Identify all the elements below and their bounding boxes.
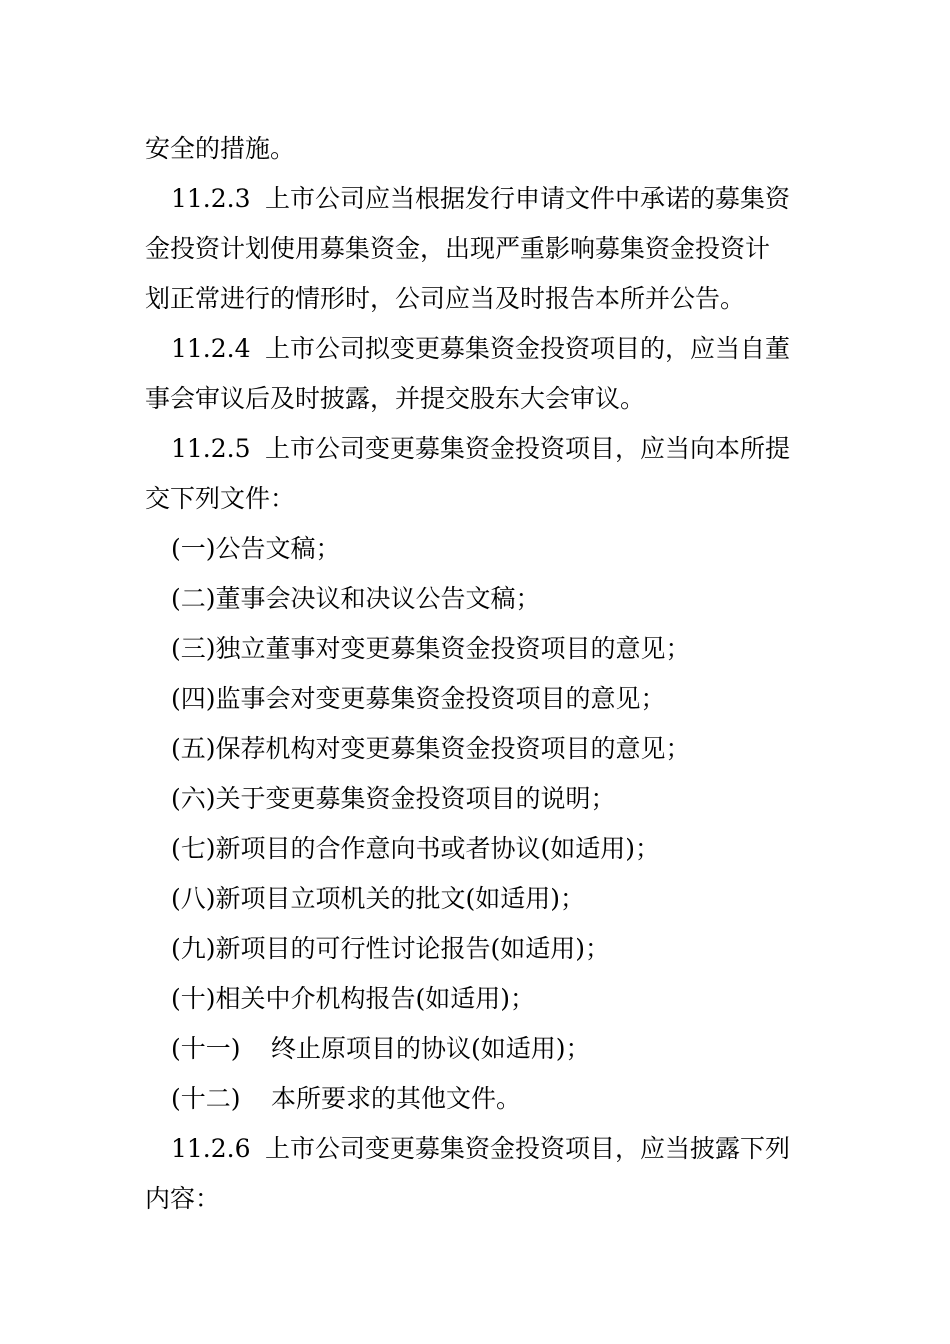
clause-number: 11.2.5 bbox=[171, 434, 251, 463]
line-text: 终止原项目的协议(如适用)； bbox=[271, 1034, 591, 1063]
clause-number: 11.2.3 bbox=[171, 184, 251, 213]
text-line bbox=[145, 474, 810, 524]
line-text: 本所要求的其他文件。 bbox=[271, 1084, 522, 1113]
line-text: 上市公司变更募集资金投资项目，应当向本所提 bbox=[265, 434, 791, 463]
text-line bbox=[145, 274, 810, 324]
list-item bbox=[145, 674, 810, 724]
line-text: 划正常进行的情形时，公司应当及时报告本所并公告。 bbox=[145, 284, 746, 313]
list-item bbox=[145, 924, 810, 974]
line-text: (八)新项目立项机关的批文(如适用)； bbox=[171, 884, 586, 913]
list-item bbox=[145, 574, 810, 624]
line-text: 上市公司变更募集资金投资项目，应当披露下列 bbox=[265, 1134, 791, 1163]
clause-line bbox=[145, 324, 810, 374]
text-line bbox=[145, 1174, 810, 1224]
clause-line bbox=[145, 1124, 810, 1174]
clause-number: 11.2.6 bbox=[171, 1134, 251, 1163]
text-line bbox=[145, 374, 810, 424]
list-item bbox=[145, 1024, 810, 1074]
list-item bbox=[145, 1074, 810, 1124]
line-text: 交下列文件： bbox=[145, 484, 296, 513]
clause-line bbox=[145, 174, 810, 224]
text-line bbox=[145, 124, 810, 174]
line-text: 金投资计划使用募集资金，出现严重影响募集资金投资计 bbox=[145, 234, 771, 263]
list-item bbox=[145, 774, 810, 824]
list-item bbox=[145, 974, 810, 1024]
list-item-number: (十一) bbox=[171, 1034, 241, 1063]
line-text: (九)新项目的可行性讨论报告(如适用)； bbox=[171, 934, 611, 963]
list-item bbox=[145, 624, 810, 674]
list-item bbox=[145, 824, 810, 874]
line-text: 内容： bbox=[145, 1184, 221, 1213]
line-text: 上市公司应当根据发行申请文件中承诺的募集资 bbox=[265, 184, 791, 213]
list-item bbox=[145, 524, 810, 574]
text-line bbox=[145, 224, 810, 274]
line-text: (二)董事会决议和决议公告文稿； bbox=[171, 584, 541, 613]
list-item bbox=[145, 874, 810, 924]
line-text: (十)相关中介机构报告(如适用)； bbox=[171, 984, 536, 1013]
line-text: (五)保荐机构对变更募集资金投资项目的意见； bbox=[171, 734, 691, 763]
line-text: 安全的措施。 bbox=[145, 134, 296, 163]
line-text: (七)新项目的合作意向书或者协议(如适用)； bbox=[171, 834, 661, 863]
list-item bbox=[145, 724, 810, 774]
line-text: 事会审议后及时披露，并提交股东大会审议。 bbox=[145, 384, 646, 413]
line-text: (四)监事会对变更募集资金投资项目的意见； bbox=[171, 684, 666, 713]
clause-line bbox=[145, 424, 810, 474]
line-text: (三)独立董事对变更募集资金投资项目的意见； bbox=[171, 634, 691, 663]
line-text: 上市公司拟变更募集资金投资项目的，应当自董 bbox=[265, 334, 791, 363]
clause-number: 11.2.4 bbox=[171, 334, 251, 363]
document-body bbox=[145, 124, 810, 1224]
line-text: (六)关于变更募集资金投资项目的说明； bbox=[171, 784, 616, 813]
line-text: (一)公告文稿； bbox=[171, 534, 341, 563]
list-item-number: (十二) bbox=[171, 1084, 241, 1113]
